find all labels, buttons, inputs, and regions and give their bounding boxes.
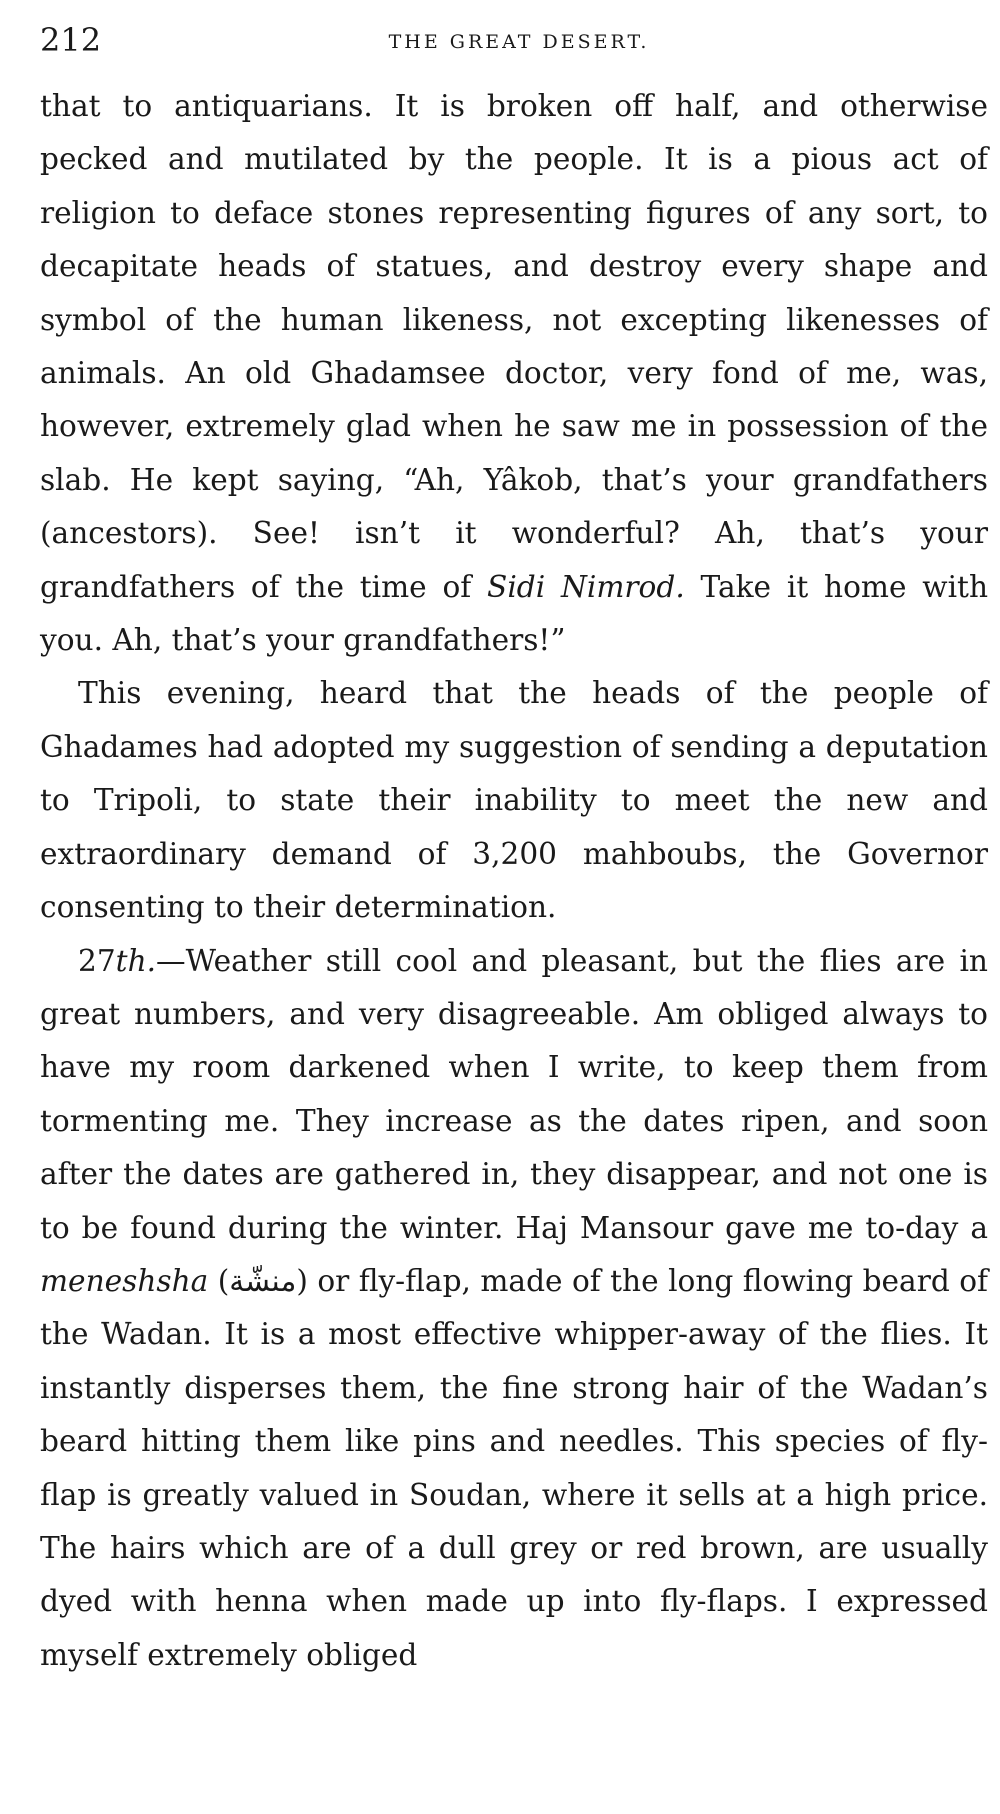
paragraph-continuation [40,80,988,667]
text-segment: Take it home with you. Ah, that’s your grandfathers!” [40,569,988,658]
date-number: 27 [78,943,116,978]
text-segment: ( [208,1263,230,1298]
running-head [40,18,998,62]
date-suffix: th. [115,943,157,978]
running-title: THE GREAT DESERT. [388,31,650,53]
paragraph-deputation [40,667,988,934]
page-number: 212 [40,21,102,59]
text-segment: that to antiquarians. It is broken off half, and otherwise pecked and mutilated by the people. It is a pious act of religion to deface stones representing figures of any sort, to decapitate heads of statues, and destroy every shape and symbol of the human likeness, not excepting likenesses of animals. An old Ghadamsee doctor, very fond of me, was, however, extremely glad when he saw me in possession of the slab. He kept saying, “Ah, Yâkob, that’s your grandfathers (ancestors). See! isn’t it wonderful? Ah, that’s your grandfathers of the time of [40,89,988,604]
text-segment: This evening, heard that the heads of the people of Ghadames had adopted my suggestion of sending a deputation to Tripoli, to state their inability to meet the new and extraordinary demand of 3,200 mahboubs, the Governor consenting to their determination. [40,676,988,925]
text-segment: ) or fly-flap, made of the long flowing beard of the Wadan. It is a most effective whipper-away of the flies. It instantly disperses them, the fine strong hair of the Wadan’s beard hitting them like pins and needles. This species of fly-flap is greatly valued in Soudan, where it sells at a high price. The hairs which are of a dull grey or red brown, are usually dyed with henna when made up into fly-flaps. I expressed myself extremely obliged [40,1263,988,1672]
italic-name-sidi-nimrod: Sidi Nimrod. [487,569,685,604]
body-text [40,80,988,1682]
italic-word-meneshsha: meneshsha [40,1263,209,1298]
text-segment: —Weather still cool and pleasant, but the flies are in great numbers, and very disagreeable. Am obliged always to have my room darkened when I write, to keep them from tormenting me. They increase as the dates ripen, and soon after the dates are gathered in, they disappear, and not one is to be found during the winter. Haj Mansour gave me to-day a [40,943,988,1245]
paragraph-27th-entry [40,935,988,1683]
arabic-word: منشّة [229,1263,297,1298]
